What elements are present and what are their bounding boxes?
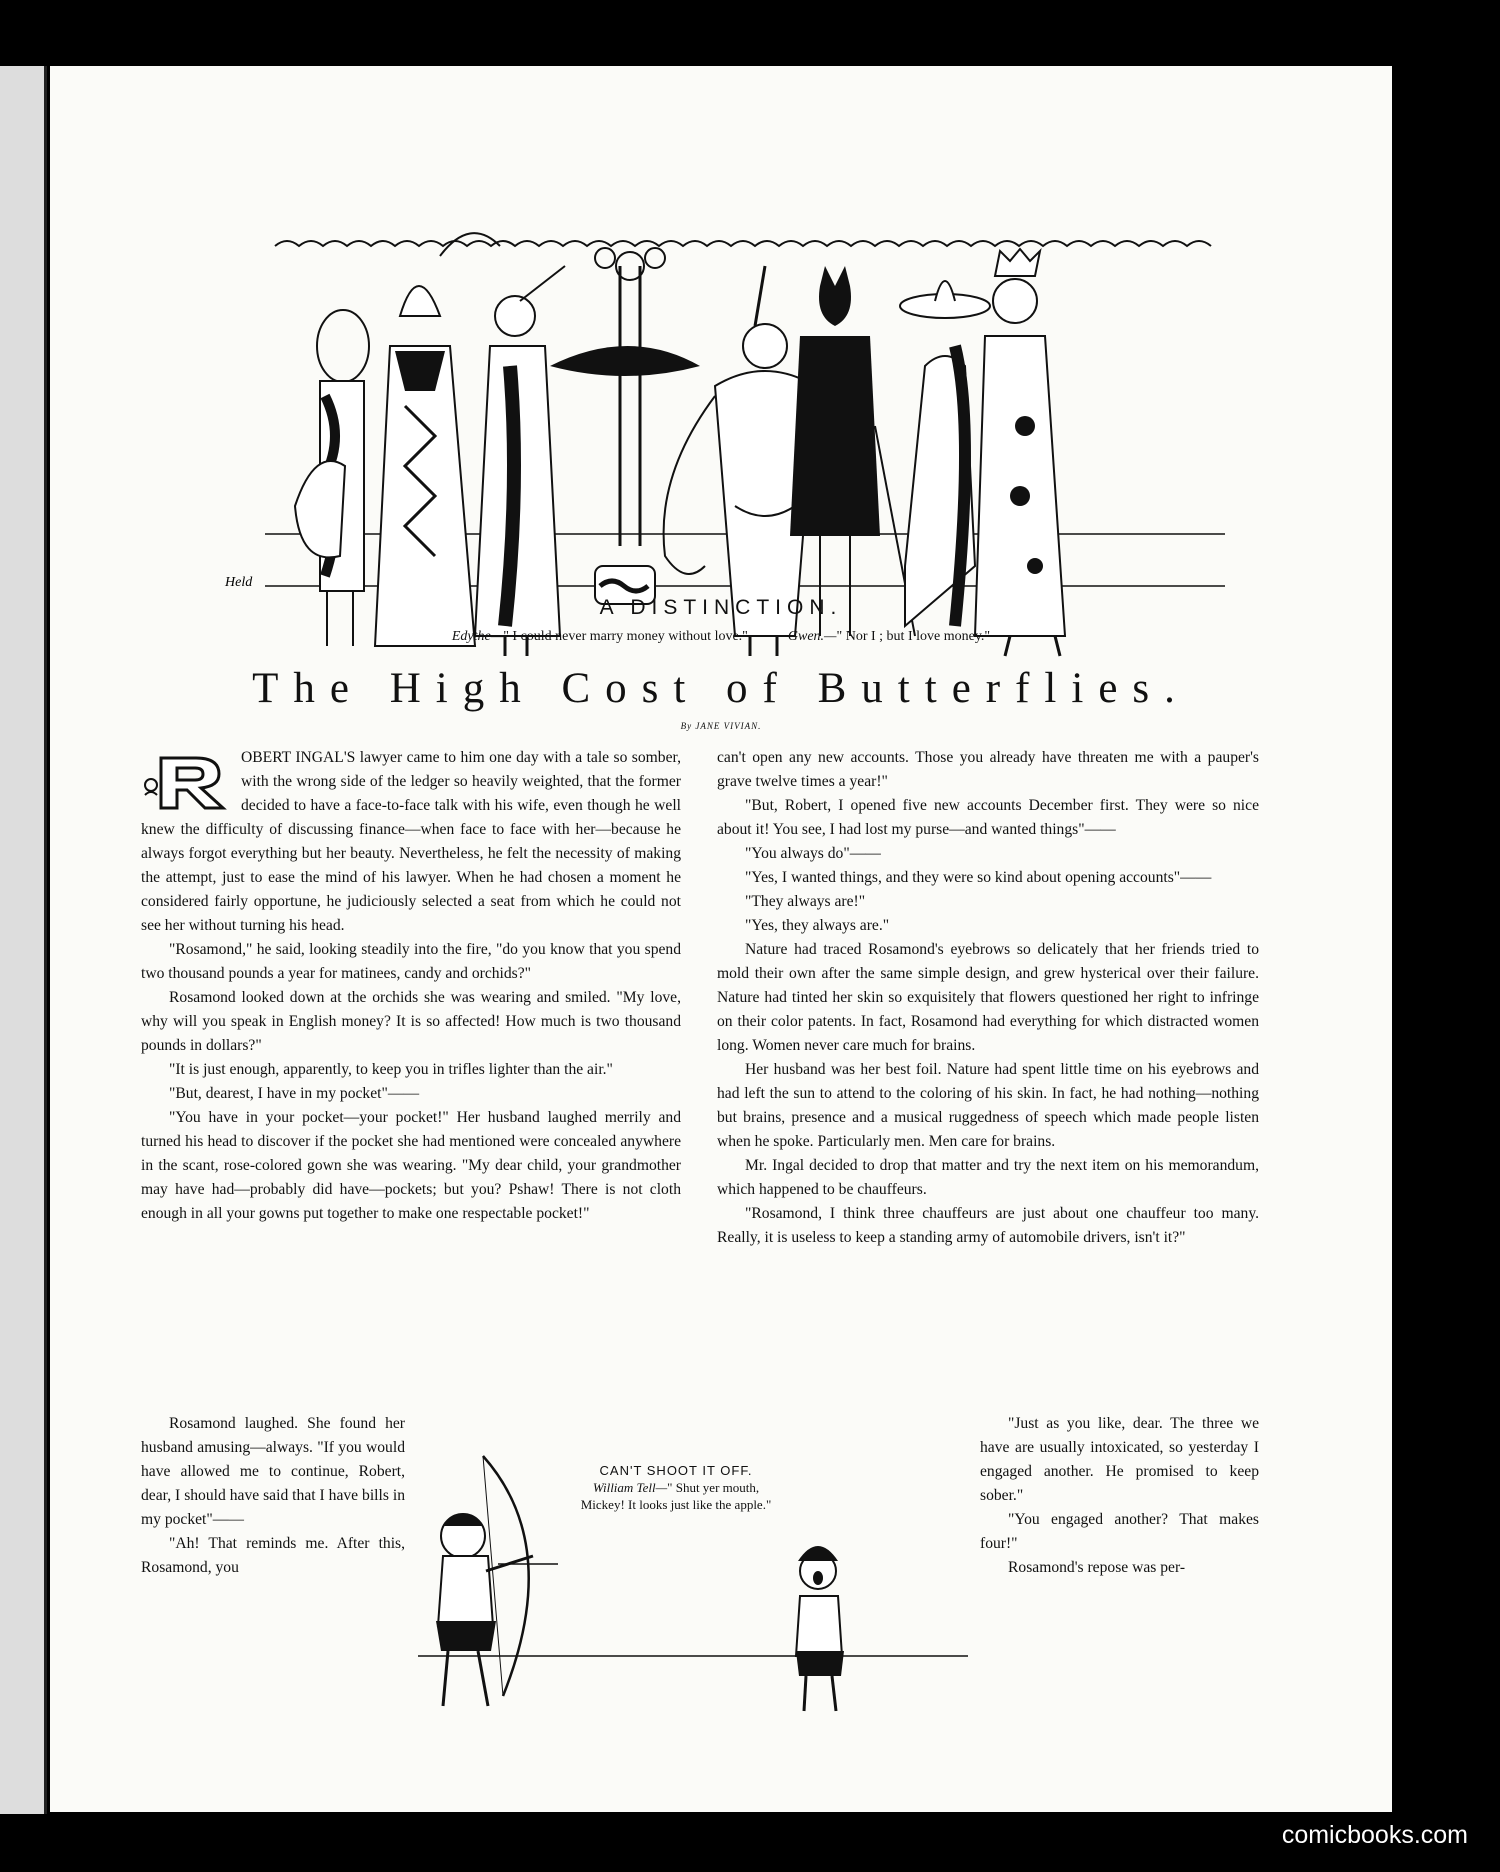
paragraph: "It is just enough, apparently, to keep you in trifles lighter than the air." [169, 1061, 613, 1078]
paragraph: can't open any new accounts. Those you already have threaten me with a pauper's grave twelve times a year!" [717, 749, 1259, 790]
facing-page-edge [0, 66, 47, 1814]
paragraph: OBERT INGAL'S lawyer came to him one day with a tale so somber, with the wrong side of the ledger so heavily weighted, that the former decided to have a face-to-face talk with his wife, even though he well knew the difficulty of discussing finance—when face to face with her—because he always forgot everything but her beauty. Nevertheless, he felt the necessity of making the attempt, just to ease the mind of his lawyer. When he had chosen a moment he considered fairly opportune, he judiciously selected a seat from which he could not see her without turning his head. [141, 749, 681, 934]
paragraph: "Yes, they always are." [745, 917, 890, 934]
cartoon-caption [578, 1462, 774, 1513]
caption-speaker-1: Edythe— [451, 629, 504, 644]
paragraph: "Rosamond, I think three chauffeurs are just about one chauffeur too many. Really, it is useless to keep a standing army of automobile drivers, isn't it?" [717, 1205, 1259, 1246]
drop-cap-r-icon [141, 750, 233, 812]
paragraph: "Rosamond," he said, looking steadily into the fire, "do you know that you spend two thousand pounds a year for matinees, candy and orchids?" [141, 941, 681, 982]
cartoon-title: CAN'T SHOOT IT OFF. [599, 1463, 753, 1478]
paragraph: "They always are!" [745, 893, 866, 910]
cartoon-illustration [408, 1406, 968, 1746]
magazine-page [50, 66, 1392, 1812]
paragraph: "But, Robert, I opened five new accounts December first. They were so nice about it! You see, I had lost my purse—and wanted things"—— [717, 797, 1259, 838]
caption-dialogue [50, 629, 1392, 645]
fashion-illustration [225, 166, 1225, 666]
cartoon-speaker: William Tell— [592, 1480, 668, 1495]
artist-signature: Held [225, 575, 253, 590]
caption-line-1: " I could never marry money without love." [503, 629, 748, 644]
right-column [717, 746, 1259, 1250]
paragraph: Her husband was her best foil. Nature had spent little time on his eyebrows and had left the sun to attend to the coloring of his skin. In fact, he had nothing—nothing but brains, presence and a musical ruggedness of speech which made people listen when he spoke. Particularly men. Men care for brains. [717, 1061, 1259, 1150]
caption-speaker-2: Gwen.— [787, 629, 837, 644]
article-byline: By JANE VIVIAN. [680, 721, 762, 731]
caption-title: A DISTINCTION. [599, 596, 843, 619]
paragraph: Rosamond's repose was per- [1008, 1559, 1186, 1576]
paragraph: "But, dearest, I have in my pocket"—— [169, 1085, 420, 1102]
caption-line-2: " Nor I ; but I love money." [836, 629, 991, 644]
cartoon-line: " Shut yer mouth, Mickey! It looks just like the apple." [580, 1480, 772, 1512]
archer-kids-drawing [408, 1406, 968, 1746]
left-column [141, 746, 681, 1226]
paragraph: Mr. Ingal decided to drop that matter and try the next item on his memorandum, which happened to be chauffeurs. [717, 1157, 1259, 1198]
fashion-figures-drawing [225, 166, 1225, 666]
paragraph: "You engaged another? That makes four!" [980, 1511, 1259, 1552]
watermark-text: comicbooks.com [1281, 1821, 1468, 1849]
bottom-right-text [980, 1412, 1259, 1580]
bottom-left-text [141, 1412, 405, 1580]
paragraph: Rosamond looked down at the orchids she was wearing and smiled. "My love, why will you speak in English money? It is so affected! How much is two thousand pounds in dollars?" [141, 989, 681, 1054]
article-title: The High Cost of Butterflies. [252, 665, 1190, 712]
paragraph: Nature had traced Rosamond's eyebrows so delicately that her friends tried to mold their own after the same simple design, and grew hysterical over their failure. Nature had tinted her skin so exquisitely that flowers questioned her right to infringe on their color patents. In fact, Rosamond had everything for which distracted women long. Women never care much for brains. [717, 941, 1259, 1054]
paragraph: "Just as you like, dear. The three we have are usually intoxicated, so yesterday I engaged another. He promised to keep sober." [980, 1415, 1259, 1504]
paragraph: "Yes, I wanted things, and they were so kind about opening accounts"—— [745, 869, 1212, 886]
paragraph: Rosamond laughed. She found her husband amusing—always. "If you would have allowed me to continue, Robert, dear, I should have said that I have bills in my pocket"—— [141, 1415, 405, 1528]
paragraph: "Ah! That reminds me. After this, Rosamond, you [141, 1535, 405, 1576]
paragraph: "You have in your pocket—your pocket!" Her husband laughed merrily and turned his head to discover if the pocket she had mentioned were concealed anywhere in the scant, rose-colored gown she was wearing. "My dear child, your grandmother may have had—probably did have—pockets; but you? Pshaw! There is not cloth enough in all your gowns put together to make one respectable pocket!" [141, 1109, 681, 1222]
paragraph: "You always do"—— [745, 845, 881, 862]
